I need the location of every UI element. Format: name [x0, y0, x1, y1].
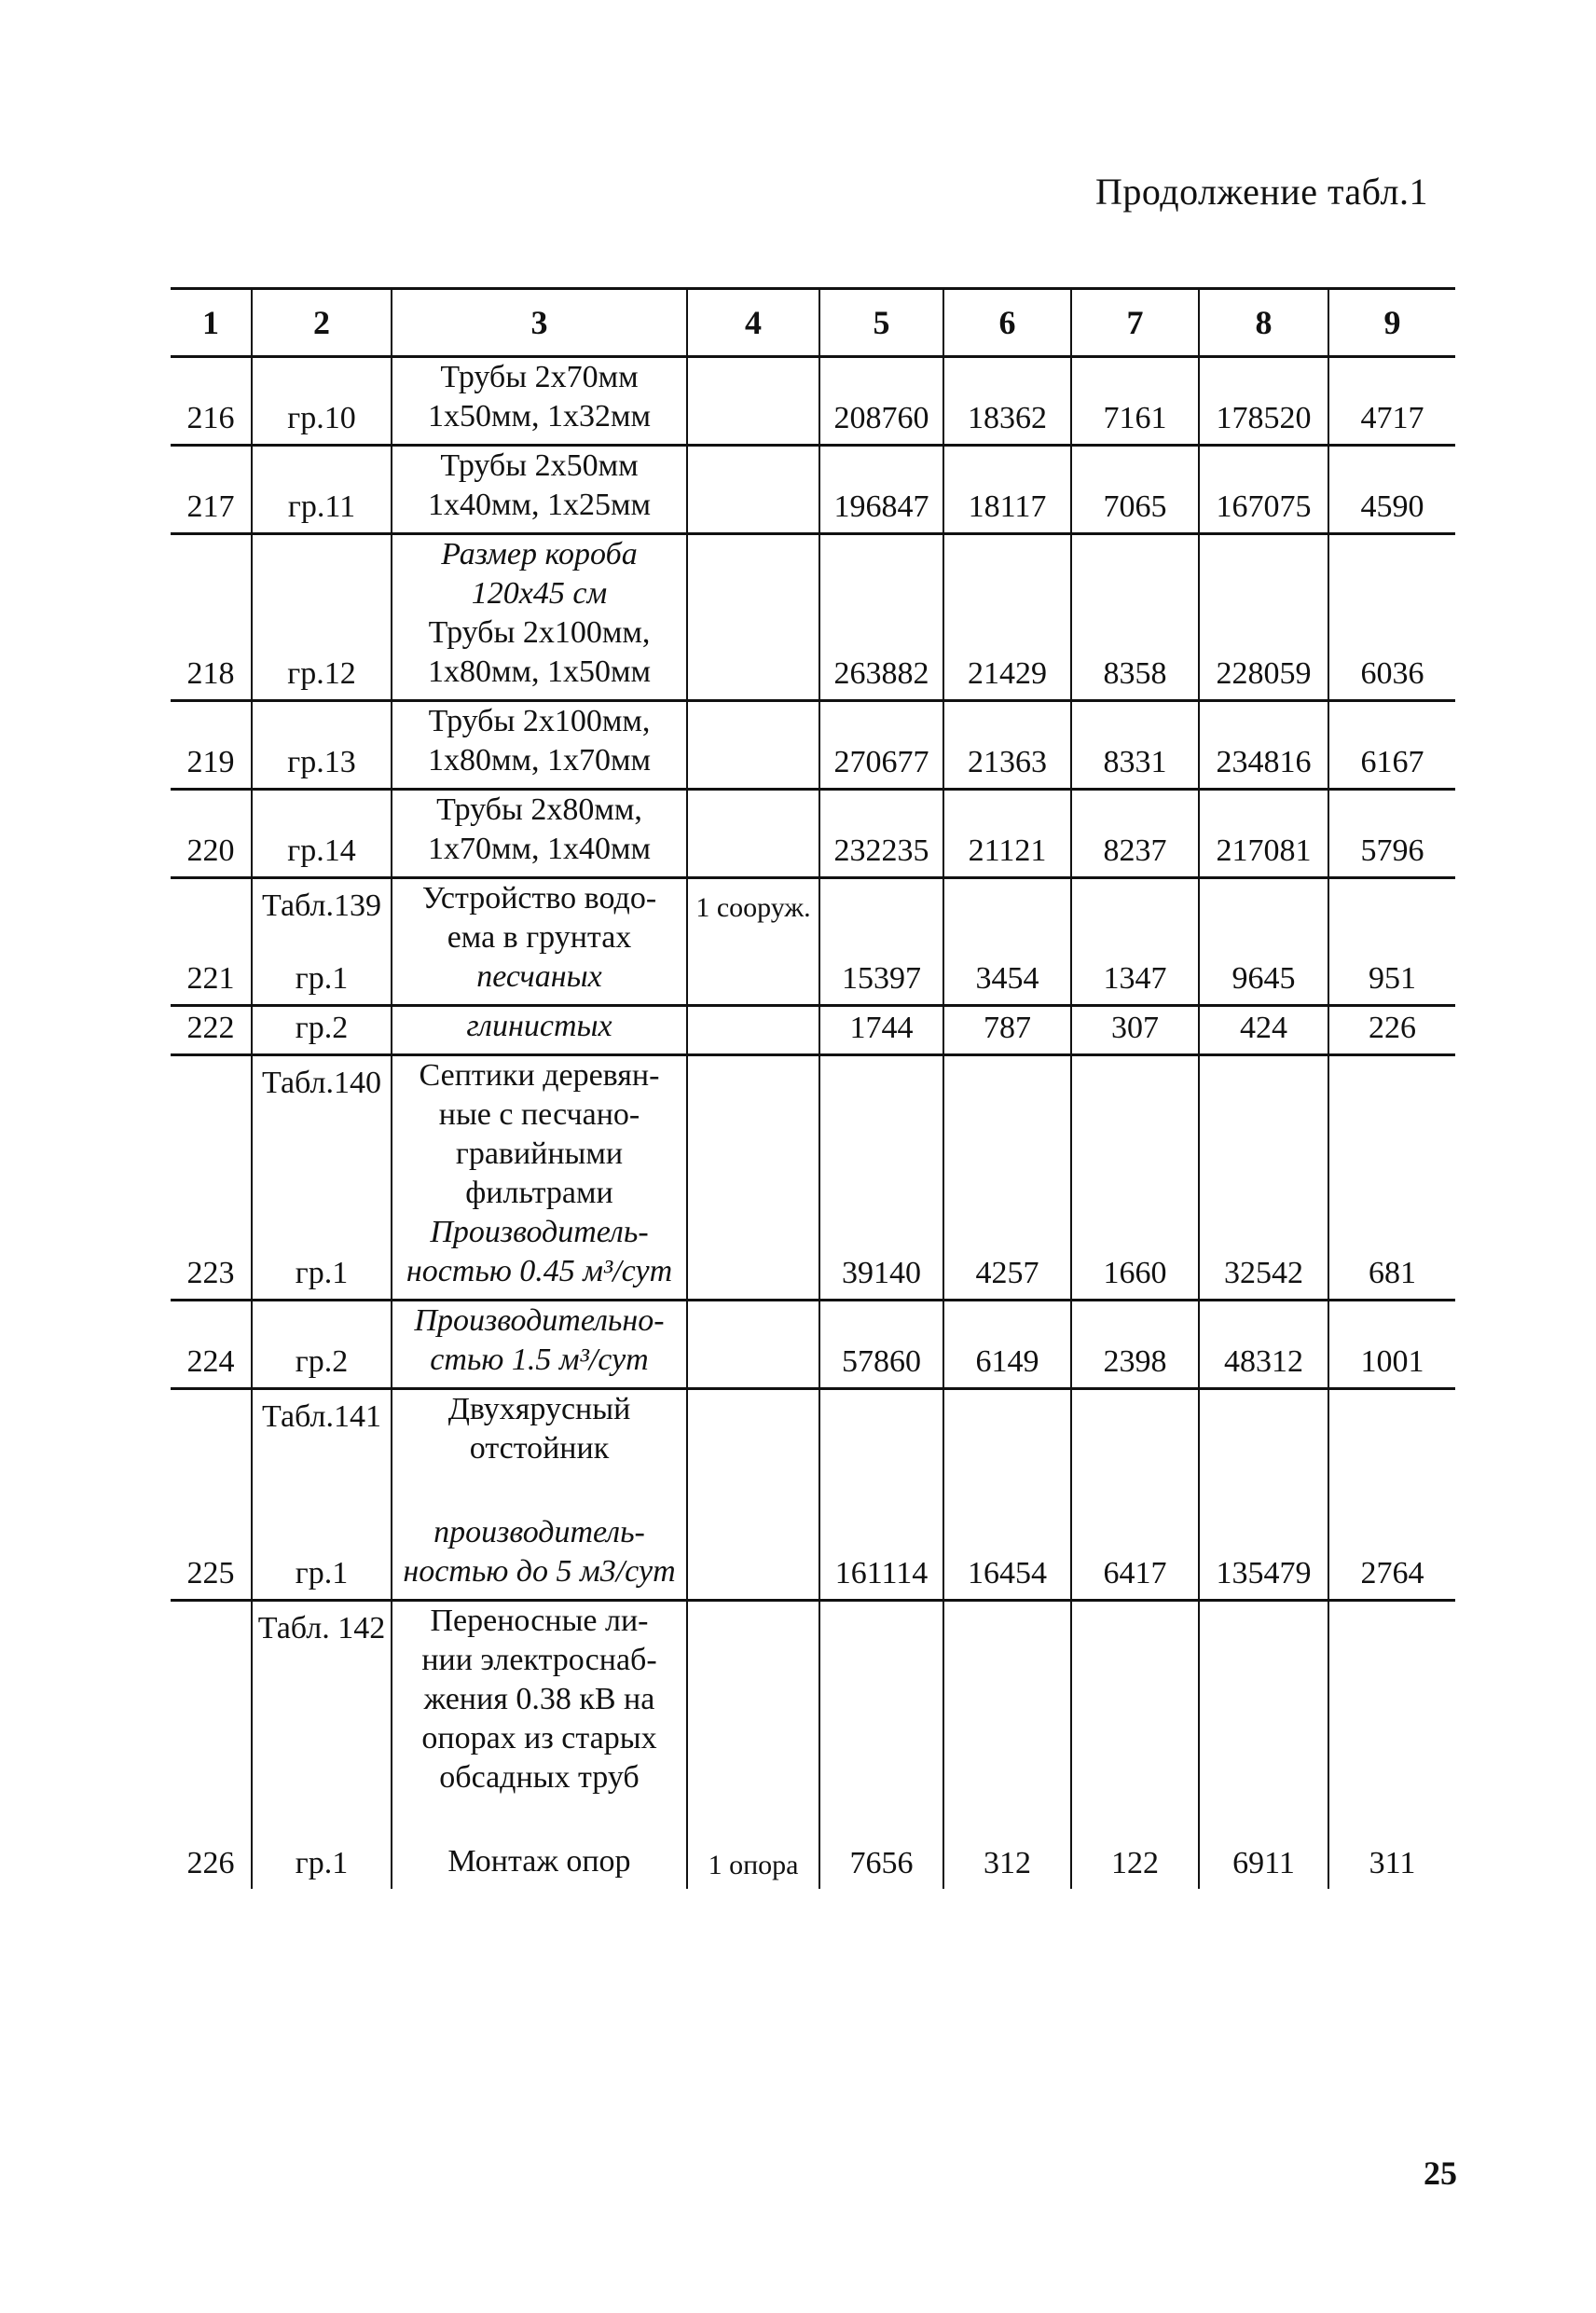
group-label: гр.1 [295, 1556, 349, 1590]
value-col-8: 167075 [1199, 446, 1328, 534]
value-col-7: 122 [1071, 1601, 1199, 1890]
header-col-7: 7 [1071, 289, 1199, 357]
header-col-2: 2 [252, 289, 392, 357]
table-reference-cell [252, 1006, 392, 1055]
data-table [171, 287, 1455, 1889]
table-row [171, 878, 1455, 1006]
table-reference-cell [252, 446, 392, 534]
table-row [171, 1601, 1455, 1890]
value-col-7: 307 [1071, 1006, 1199, 1055]
value-col-8: 6911 [1199, 1601, 1328, 1890]
table-reference-cell [252, 790, 392, 878]
description-line: ема в грунтах [447, 920, 632, 955]
row-number: 223 [171, 1055, 252, 1301]
row-number: 219 [171, 701, 252, 790]
description-line: Трубы 2х100мм, [428, 704, 651, 738]
group-label: гр.11 [287, 489, 356, 524]
group-label: гр.10 [287, 401, 356, 435]
value-col-9: 2764 [1328, 1389, 1455, 1601]
unit-cell [687, 1389, 819, 1601]
unit-cell [687, 1301, 819, 1389]
page-number: 25 [1424, 2155, 1457, 2192]
value-col-5: 263882 [819, 534, 943, 701]
value-col-7: 7065 [1071, 446, 1199, 534]
value-col-7: 8331 [1071, 701, 1199, 790]
value-col-5: 39140 [819, 1055, 943, 1301]
group-label: гр.1 [295, 1256, 349, 1290]
table-row [171, 357, 1455, 446]
table-row [171, 790, 1455, 878]
value-col-8: 178520 [1199, 357, 1328, 446]
description-cell [392, 790, 687, 878]
description-line: ностью 0.45 м³/сут [406, 1254, 673, 1288]
header-col-8: 8 [1199, 289, 1328, 357]
row-number: 222 [171, 1006, 252, 1055]
unit-cell [687, 446, 819, 534]
value-col-6: 18117 [943, 446, 1071, 534]
group-label: гр.13 [287, 745, 356, 779]
group-label: гр.12 [287, 656, 356, 691]
row-number: 221 [171, 878, 252, 1006]
description-line: Переносные ли- [430, 1604, 649, 1638]
description-line: 1х40мм, 1х25мм [427, 488, 652, 522]
table-row [171, 446, 1455, 534]
header-col-9: 9 [1328, 289, 1455, 357]
table-reference-cell [252, 701, 392, 790]
table-row [171, 1301, 1455, 1389]
table-row [171, 534, 1455, 701]
unit-cell [687, 534, 819, 701]
table-row [171, 1006, 1455, 1055]
description-line: глинистых [466, 1009, 612, 1043]
value-col-9: 6167 [1328, 701, 1455, 790]
description-line: Трубы 2х70мм [440, 360, 639, 394]
group-label: гр.2 [295, 1011, 349, 1045]
row-number: 224 [171, 1301, 252, 1389]
value-col-9: 951 [1328, 878, 1455, 1006]
unit-cell: 1 опора [687, 1601, 819, 1890]
description-cell [392, 701, 687, 790]
value-col-6: 21429 [943, 534, 1071, 701]
header-col-5: 5 [819, 289, 943, 357]
description-line: обсадных труб [439, 1760, 640, 1795]
value-col-9: 681 [1328, 1055, 1455, 1301]
description-line: ностью до 5 м3/сут [403, 1554, 676, 1589]
description-line: Септики деревян- [419, 1058, 660, 1093]
description-cell [392, 534, 687, 701]
table-reference-cell [252, 1389, 392, 1601]
value-col-9: 4590 [1328, 446, 1455, 534]
row-number: 218 [171, 534, 252, 701]
description-line [398, 1468, 681, 1513]
value-col-9: 4717 [1328, 357, 1455, 446]
value-col-7: 1660 [1071, 1055, 1199, 1301]
group-label: гр.2 [295, 1344, 349, 1379]
value-col-6: 787 [943, 1006, 1071, 1055]
description-line: нии электроснаб- [421, 1643, 657, 1677]
row-number: 216 [171, 357, 252, 446]
description-cell [392, 1055, 687, 1301]
description-line: отстойник [469, 1431, 610, 1466]
value-col-5: 232235 [819, 790, 943, 878]
header-col-1: 1 [171, 289, 252, 357]
description-cell [392, 1301, 687, 1389]
row-number: 220 [171, 790, 252, 878]
description-line: Трубы 2х100мм, [428, 615, 651, 650]
table-reference-cell [252, 1301, 392, 1389]
value-col-7: 6417 [1071, 1389, 1199, 1601]
value-col-7: 2398 [1071, 1301, 1199, 1389]
value-col-6: 312 [943, 1601, 1071, 1890]
unit-cell [687, 701, 819, 790]
value-col-9: 311 [1328, 1601, 1455, 1890]
table-reference-cell [252, 1055, 392, 1301]
value-col-8: 32542 [1199, 1055, 1328, 1301]
value-col-5: 161114 [819, 1389, 943, 1601]
table-reference: Табл. 142 [257, 1611, 386, 1645]
table-row [171, 1389, 1455, 1601]
value-col-8: 234816 [1199, 701, 1328, 790]
header-col-3: 3 [392, 289, 687, 357]
value-col-6: 21121 [943, 790, 1071, 878]
unit-cell [687, 1055, 819, 1301]
value-col-8: 424 [1199, 1006, 1328, 1055]
header-row [171, 289, 1455, 357]
description-line: стью 1.5 м³/сут [430, 1342, 649, 1377]
description-line: Производительно- [414, 1303, 665, 1338]
group-label: гр.14 [287, 833, 356, 868]
description-line: Трубы 2х50мм [440, 448, 639, 483]
value-col-6: 16454 [943, 1389, 1071, 1601]
header-col-4: 4 [687, 289, 819, 357]
value-col-5: 270677 [819, 701, 943, 790]
value-col-8: 228059 [1199, 534, 1328, 701]
value-col-8: 135479 [1199, 1389, 1328, 1601]
value-col-6: 18362 [943, 357, 1071, 446]
unit-cell [687, 790, 819, 878]
unit-cell [687, 1006, 819, 1055]
value-col-5: 57860 [819, 1301, 943, 1389]
header-col-6: 6 [943, 289, 1071, 357]
value-col-9: 5796 [1328, 790, 1455, 878]
group-label: гр.1 [295, 1846, 349, 1880]
table-reference-cell [252, 534, 392, 701]
value-col-7: 1347 [1071, 878, 1199, 1006]
value-col-7: 8237 [1071, 790, 1199, 878]
value-col-7: 7161 [1071, 357, 1199, 446]
description-line: 1х50мм, 1х32мм [427, 399, 652, 434]
description-line: Размер короба [441, 537, 638, 571]
value-col-7: 8358 [1071, 534, 1199, 701]
unit-cell: 1 сооруж. [687, 878, 819, 1006]
description-cell [392, 1601, 687, 1890]
row-number: 217 [171, 446, 252, 534]
table-continuation-caption: Продолжение табл.1 [1095, 171, 1428, 213]
description-line: Трубы 2х80мм, [436, 792, 642, 827]
description-line: песчаных [476, 959, 602, 994]
row-number: 226 [171, 1601, 252, 1890]
table-reference-cell [252, 1601, 392, 1890]
value-col-5: 7656 [819, 1601, 943, 1890]
description-cell [392, 1389, 687, 1601]
value-col-5: 15397 [819, 878, 943, 1006]
value-col-9: 6036 [1328, 534, 1455, 701]
description-line [398, 1797, 681, 1842]
table-reference-cell [252, 878, 392, 1006]
table-reference: Табл.139 [262, 888, 381, 923]
table-row [171, 701, 1455, 790]
table-reference-cell [252, 357, 392, 446]
description-cell [392, 878, 687, 1006]
value-col-8: 9645 [1199, 878, 1328, 1006]
value-col-6: 6149 [943, 1301, 1071, 1389]
value-col-6: 4257 [943, 1055, 1071, 1301]
description-line: опорах из старых [421, 1721, 657, 1755]
unit-cell [687, 357, 819, 446]
table-reference: Табл.141 [262, 1399, 381, 1434]
description-line: производитель- [433, 1515, 645, 1549]
value-col-8: 217081 [1199, 790, 1328, 878]
description-line: 1х80мм, 1х70мм [427, 743, 652, 778]
description-cell [392, 1006, 687, 1055]
description-line: 1х80мм, 1х50мм [427, 654, 652, 689]
description-line: 1х70мм, 1х40мм [427, 832, 652, 866]
description-line: жения 0.38 кВ на [423, 1682, 655, 1716]
value-col-9: 1001 [1328, 1301, 1455, 1389]
description-line: гравийными [455, 1136, 624, 1171]
description-cell [392, 357, 687, 446]
group-label: гр.1 [295, 961, 349, 996]
description-line: Двухярусный [447, 1392, 631, 1426]
value-col-5: 196847 [819, 446, 943, 534]
value-col-6: 3454 [943, 878, 1071, 1006]
description-line: ные с песчано- [438, 1097, 640, 1132]
row-number: 225 [171, 1389, 252, 1601]
value-col-8: 48312 [1199, 1301, 1328, 1389]
table-reference: Табл.140 [262, 1066, 381, 1100]
description-cell [392, 446, 687, 534]
value-col-9: 226 [1328, 1006, 1455, 1055]
table-row [171, 1055, 1455, 1301]
value-col-5: 208760 [819, 357, 943, 446]
description-line: 120х45 см [471, 576, 608, 611]
value-col-5: 1744 [819, 1006, 943, 1055]
description-line: Устройство водо- [421, 881, 657, 916]
description-line: Монтаж опор [447, 1844, 631, 1879]
description-line: фильтрами [465, 1176, 613, 1210]
description-line: Производитель- [430, 1215, 649, 1249]
value-col-6: 21363 [943, 701, 1071, 790]
